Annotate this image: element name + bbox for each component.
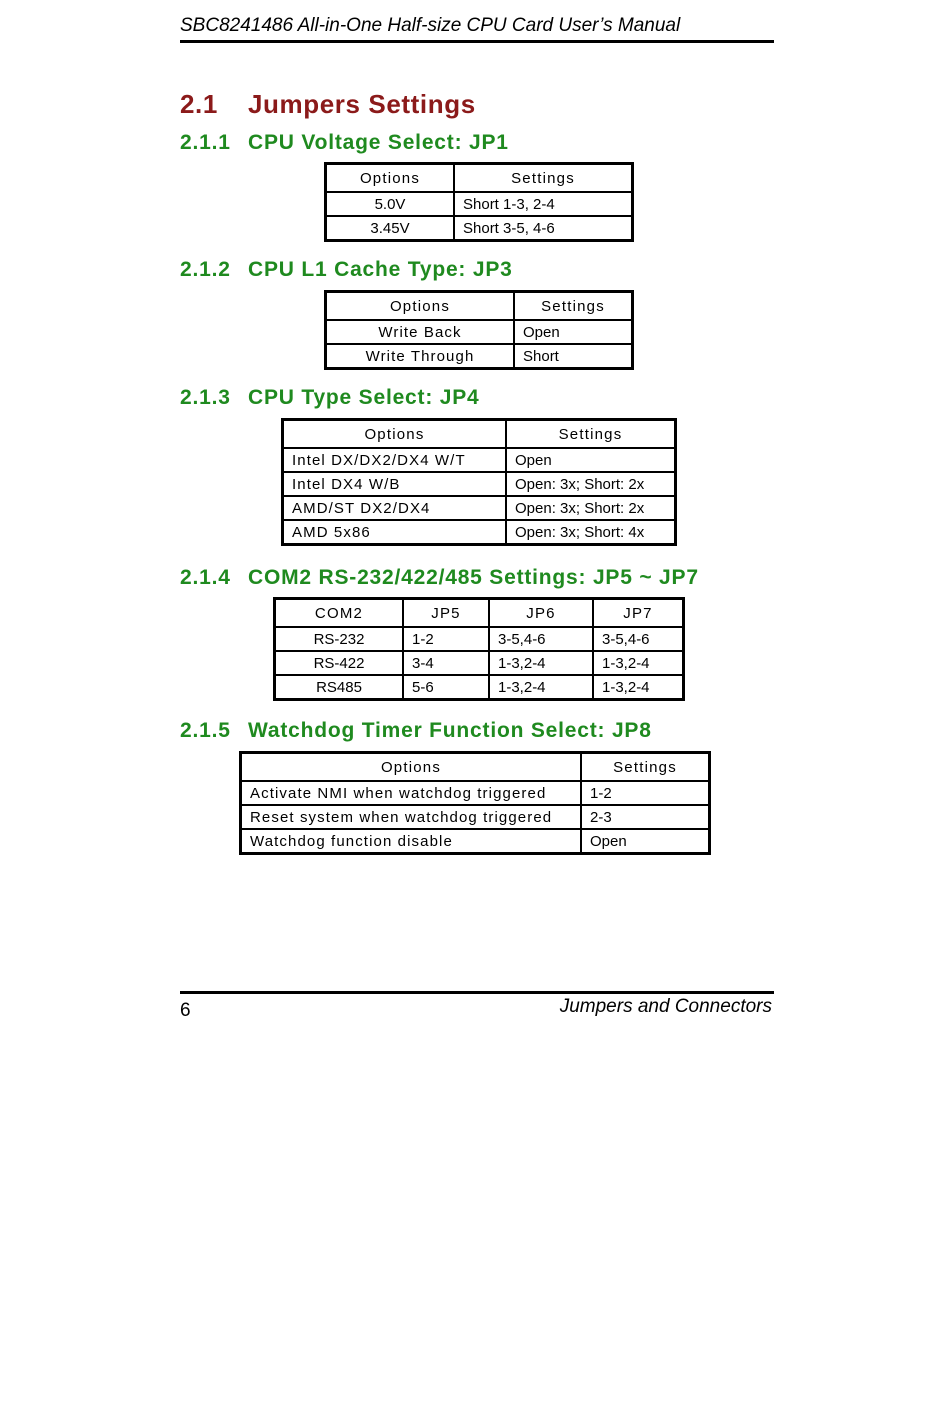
table-header-row	[275, 599, 684, 628]
column-header: Options	[326, 164, 455, 193]
column-header: Settings	[506, 420, 676, 449]
jp4-heading	[180, 386, 480, 410]
header-rule	[180, 40, 774, 43]
table-cell: 1-3,2-4	[489, 651, 593, 675]
column-header: Settings	[581, 753, 710, 782]
column-header: JP7	[593, 599, 684, 628]
table-cell: 3-5,4-6	[593, 627, 684, 651]
table-cell: Reset system when watchdog triggered	[241, 805, 582, 829]
jp1-number: 2.1.1	[180, 131, 231, 154]
table-row	[275, 627, 684, 651]
table-row	[241, 781, 710, 805]
table-row	[326, 216, 633, 241]
jp3-number: 2.1.2	[180, 258, 231, 281]
table-cell: 2-3	[581, 805, 710, 829]
column-header: Settings	[514, 292, 633, 321]
table-row	[326, 192, 633, 216]
table-cell: 1-3,2-4	[593, 675, 684, 700]
table-cell: RS-232	[275, 627, 404, 651]
column-header: Options	[283, 420, 507, 449]
table-row	[241, 829, 710, 854]
jp8-title: Watchdog Timer Function Select: JP8	[248, 719, 652, 742]
table-row	[283, 496, 676, 520]
table-cell: Open	[514, 320, 633, 344]
jp4-number: 2.1.3	[180, 386, 231, 409]
column-header: COM2	[275, 599, 404, 628]
column-header: JP5	[403, 599, 489, 628]
running-header: SBC8241486 All-in-One Half-size CPU Card User’s Manual	[180, 15, 681, 36]
table-cell: 1-2	[403, 627, 489, 651]
section-heading	[180, 89, 476, 120]
table-cell: 3-5,4-6	[489, 627, 593, 651]
table-cell: Intel DX/DX2/DX4 W/T	[283, 448, 507, 472]
table-cell: AMD 5x86	[283, 520, 507, 545]
table-cell: Watchdog function disable	[241, 829, 582, 854]
jp4-table	[281, 418, 677, 546]
table-cell: RS-422	[275, 651, 404, 675]
column-header: Settings	[454, 164, 633, 193]
jp5-title: COM2 RS-232/422/485 Settings: JP5 ~ JP7	[248, 566, 699, 589]
jp5-heading	[180, 566, 699, 590]
table-cell: Intel DX4 W/B	[283, 472, 507, 496]
section-title: Jumpers Settings	[248, 89, 476, 119]
table-cell: Open	[506, 448, 676, 472]
jp5-table	[273, 597, 685, 701]
table-header-row	[283, 420, 676, 449]
table-cell: Open: 3x; Short: 2x	[506, 472, 676, 496]
jp8-number: 2.1.5	[180, 719, 231, 742]
table-cell: 3-4	[403, 651, 489, 675]
jp1-heading	[180, 131, 509, 155]
jp5-number: 2.1.4	[180, 566, 231, 589]
table-cell: Short 1-3, 2-4	[454, 192, 633, 216]
table-cell: Short 3-5, 4-6	[454, 216, 633, 241]
table-row	[241, 805, 710, 829]
column-header: Options	[326, 292, 515, 321]
table-header-row	[326, 164, 633, 193]
footer-rule	[180, 991, 774, 994]
table-row	[326, 320, 633, 344]
table-cell: Write Back	[326, 320, 515, 344]
table-cell: Open: 3x; Short: 4x	[506, 520, 676, 545]
table-cell: 3.45V	[326, 216, 455, 241]
section-number: 2.1	[180, 89, 218, 119]
jp8-table	[239, 751, 711, 855]
table-cell: Open: 3x; Short: 2x	[506, 496, 676, 520]
table-row	[275, 675, 684, 700]
table-cell: Short	[514, 344, 633, 369]
table-cell: 1-3,2-4	[593, 651, 684, 675]
jp8-heading	[180, 719, 652, 743]
footer-title: Jumpers and Connectors	[559, 996, 772, 1017]
table-cell: Write Through	[326, 344, 515, 369]
table-row	[283, 472, 676, 496]
table-cell: 1-2	[581, 781, 710, 805]
jp1-table	[324, 162, 634, 242]
table-cell: 1-3,2-4	[489, 675, 593, 700]
table-header-row	[326, 292, 633, 321]
table-cell: AMD/ST DX2/DX4	[283, 496, 507, 520]
table-cell: RS485	[275, 675, 404, 700]
table-row	[275, 651, 684, 675]
jp1-title: CPU Voltage Select: JP1	[248, 131, 509, 154]
jp3-title: CPU L1 Cache Type: JP3	[248, 258, 513, 281]
page-number: 6	[180, 1000, 191, 1021]
jp4-title: CPU Type Select: JP4	[248, 386, 480, 409]
column-header: Options	[241, 753, 582, 782]
table-row	[283, 520, 676, 545]
table-cell: 5.0V	[326, 192, 455, 216]
jp3-table	[324, 290, 634, 370]
table-cell: Open	[581, 829, 710, 854]
table-row	[283, 448, 676, 472]
jp3-heading	[180, 258, 513, 282]
table-cell: Activate NMI when watchdog triggered	[241, 781, 582, 805]
column-header: JP6	[489, 599, 593, 628]
table-header-row	[241, 753, 710, 782]
table-row	[326, 344, 633, 369]
table-cell: 5-6	[403, 675, 489, 700]
